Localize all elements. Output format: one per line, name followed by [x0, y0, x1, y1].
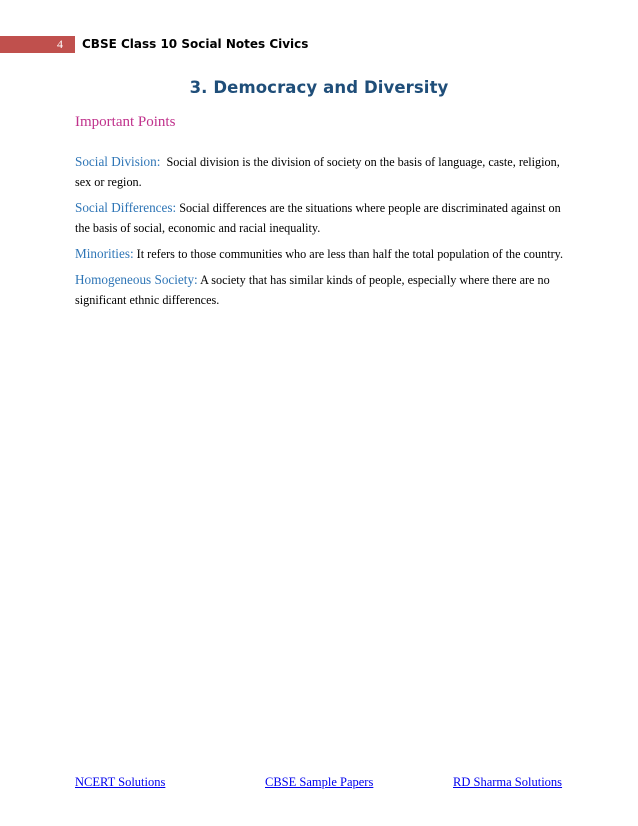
definition-term: Homogeneous Society: — [75, 272, 198, 287]
definition-term: Minorities: — [75, 246, 134, 261]
definition-homogeneous-society — [75, 270, 567, 310]
header-title: CBSE Class 10 Social Notes Civics — [82, 37, 309, 51]
footer-links — [0, 772, 638, 792]
section-heading: Important Points — [75, 114, 176, 130]
page-number: 4 — [57, 37, 63, 51]
definition-social-division — [75, 152, 567, 192]
definition-text: It refers to those communities who are less than half the total population of the country. — [136, 247, 564, 261]
definitions-list — [75, 152, 567, 316]
definition-text: A society that has similar kinds of people, especially where there are no significant ethnic differences. — [75, 273, 550, 307]
definition-minorities — [75, 244, 567, 264]
cbse-sample-papers-link[interactable]: CBSE Sample Papers — [265, 775, 374, 789]
definition-text: Social differences are the situations where people are discriminated against on the basis of social, economic and racial inequality. — [75, 201, 561, 235]
definition-term: Social Differences: — [75, 200, 177, 215]
definition-social-differences — [75, 198, 567, 238]
ncert-solutions-link[interactable]: NCERT Solutions — [75, 775, 166, 789]
definition-text: Social division is the division of society on the basis of language, caste, religion, sex or region. — [75, 155, 560, 189]
chapter-title: 3. Democracy and Diversity — [189, 78, 449, 97]
rd-sharma-solutions-link[interactable]: RD Sharma Solutions — [453, 775, 563, 789]
definition-term: Social Division: — [75, 154, 161, 169]
